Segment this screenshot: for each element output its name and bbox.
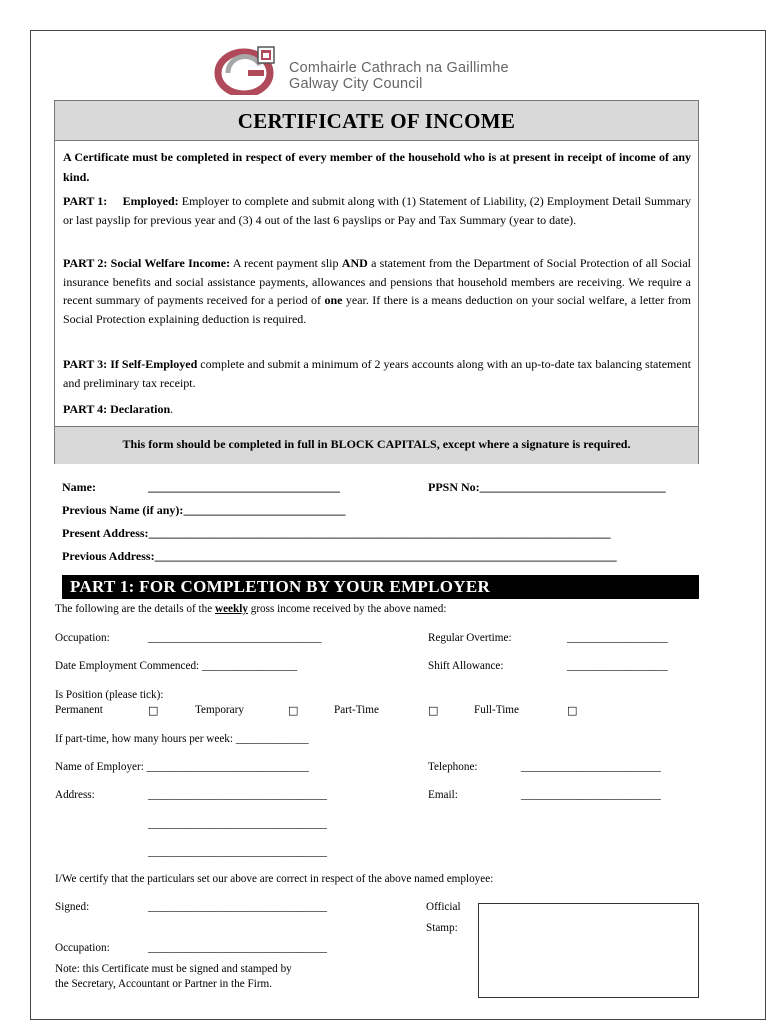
position-temporary-label: Temporary [195, 704, 244, 716]
page-title: CERTIFICATE OF INCOME [55, 101, 698, 141]
part4-label: PART 4: Declaration [63, 402, 171, 416]
date-commenced-row [55, 660, 297, 672]
shift-allowance-label: Shift Allowance: [428, 660, 504, 672]
part2-instructions [63, 254, 691, 328]
previous-name-field[interactable]: ___________________________ [183, 503, 346, 517]
occupation2-field[interactable]: ________________________________ [148, 942, 327, 954]
previous-address-field[interactable]: _____________________________________________________________________________ [154, 549, 617, 563]
signed-label: Signed: [55, 901, 90, 913]
part3-text: complete and submit a minimum of 2 years accounts along with an up-to-date tax balancing statement and preliminary tax receipt. [63, 357, 692, 390]
part1-heading: PART 1: FOR COMPLETION BY YOUR EMPLOYER [62, 575, 699, 599]
employer-address-field-1[interactable]: ________________________________ [148, 789, 327, 801]
position-permanent-checkbox[interactable]: □ [148, 704, 159, 717]
telephone-label: Telephone: [428, 761, 478, 773]
part2-text-b: a statement from the Department of Social Protection of all Social insurance benefits and social assistance payments, allowances and pensions that household members are receiving. We require a recent summary of payments received for a period of [63, 256, 692, 307]
regular-overtime-field[interactable]: __________________ [567, 632, 668, 644]
date-commenced-field[interactable]: _________________ [201, 660, 298, 672]
occupation-field[interactable]: _______________________________ [148, 632, 322, 644]
stamp-label: Stamp: [426, 922, 458, 934]
employer-address-label: Address: [55, 789, 95, 801]
part1-intro-a: The following are the details of the [55, 603, 213, 615]
part2-label: PART 2: Social Welfare Income: [63, 256, 231, 270]
part1-intro-weekly: weekly [215, 603, 248, 615]
position-part-time-checkbox[interactable]: □ [428, 704, 439, 717]
part4-instructions [63, 400, 691, 419]
part1-intro-b: gross income received by the above named: [250, 603, 447, 615]
block-capitals-note: This form should be completed in full in BLOCK CAPITALS, except where a signature is required. [55, 426, 698, 464]
telephone-field[interactable]: _________________________ [521, 761, 661, 773]
regular-overtime-label: Regular Overtime: [428, 632, 512, 644]
official-label: Official [426, 901, 461, 913]
ppsn-field[interactable]: _______________________________ [479, 480, 666, 494]
email-label: Email: [428, 789, 458, 801]
position-full-time-checkbox[interactable]: □ [567, 704, 578, 717]
employer-name-label: Name of Employer: [55, 761, 144, 773]
part2-text-c: year. If there is a means deduction on your social welfare, a letter from Social Protection explaining deduction is required. [63, 293, 692, 326]
present-address-label: Present Address: [62, 526, 149, 540]
instructions-box [54, 100, 699, 464]
previous-name-label: Previous Name (if any): [62, 503, 184, 517]
present-address-row [62, 526, 611, 541]
position-permanent-label: Permanent [55, 704, 103, 716]
previous-name-row [62, 503, 345, 518]
council-name [289, 60, 509, 92]
part4-dot: . [170, 402, 174, 416]
ppsn-label: PPSN No: [428, 480, 480, 494]
date-commenced-label: Date Employment Commenced: [55, 660, 200, 672]
signature-field[interactable]: ________________________________ [148, 901, 327, 913]
present-address-field[interactable]: _____________________________________________________________________________ [148, 526, 611, 540]
part3-label: PART 3: If Self-Employed [63, 357, 198, 371]
part1-instructions [63, 192, 691, 229]
certify-text: I/We certify that the particulars set our above are correct in respect of the above named employee: [55, 873, 494, 885]
note-line-1: Note: this Certificate must be signed and stamped by [55, 963, 292, 975]
occupation-label: Occupation: [55, 632, 110, 644]
email-field[interactable]: _________________________ [521, 789, 661, 801]
hours-label: If part-time, how many hours per week: [55, 733, 234, 745]
employer-address-field-3[interactable]: ________________________________ [148, 846, 327, 858]
shift-allowance-field[interactable]: __________________ [567, 660, 668, 672]
intro-text: A Certificate must be completed in respect of every member of the household who is at present in receipt of income of any kind. [63, 150, 691, 184]
position-part-time-label: Part-Time [334, 704, 379, 716]
note-line-2: the Secretary, Accountant or Partner in the Firm. [55, 978, 273, 990]
name-label: Name: [62, 480, 96, 494]
position-full-time-label: Full-Time [474, 704, 519, 716]
employer-name-row [55, 761, 309, 773]
occupation2-label: Occupation: [55, 942, 110, 954]
part2-one: one [324, 293, 343, 307]
part3-instructions [63, 355, 691, 392]
hours-row [55, 733, 309, 745]
galway-city-council-logo [214, 43, 278, 95]
previous-address-label: Previous Address: [62, 549, 155, 563]
part1-label: PART 1: [63, 194, 108, 208]
hours-field[interactable]: _____________ [235, 733, 309, 745]
official-stamp-box[interactable] [478, 903, 699, 998]
part1-text: Employer to complete and submit along with (1) Statement of Liability, (2) Employment Detail Summary or last payslip for previous year and (3) 4 out of the last 6 payslips or Pay and Tax Summary (year to date). [63, 194, 692, 227]
employer-address-field-2[interactable]: ________________________________ [148, 818, 327, 830]
part1-intro [55, 603, 446, 615]
part1-employed: Employed: [122, 194, 179, 208]
position-temporary-checkbox[interactable]: □ [288, 704, 299, 717]
council-name-english: Galway City Council [289, 76, 423, 92]
position-label: Is Position (please tick): [55, 689, 164, 701]
council-name-irish: Comhairle Cathrach na Gaillimhe [289, 60, 509, 76]
part2-and: AND [341, 256, 368, 270]
previous-address-row [62, 549, 617, 564]
name-field[interactable]: ________________________________ [148, 480, 340, 494]
part2-text-a: A recent payment slip [232, 256, 339, 270]
employer-name-field[interactable]: _____________________________ [146, 761, 309, 773]
ppsn-field-row [428, 480, 666, 495]
